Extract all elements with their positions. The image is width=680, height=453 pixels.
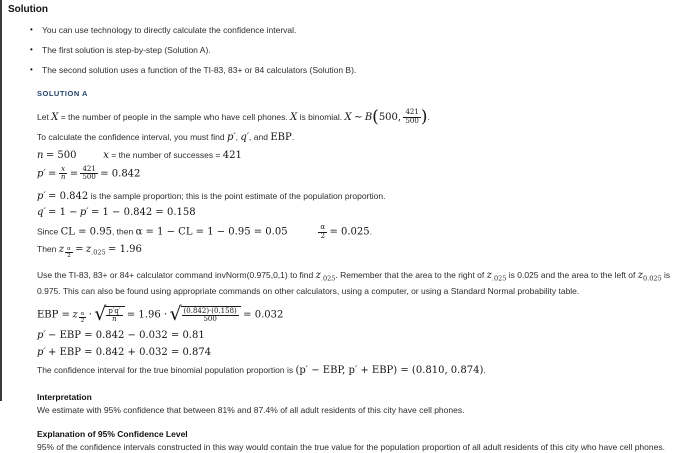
421-over-500-fraction [80, 166, 97, 182]
fraction-numerator: 421 [405, 107, 419, 116]
math-fragment: = 1 − [48, 207, 78, 219]
numeric-fraction [182, 308, 239, 324]
fraction-denominator: 500 [203, 315, 217, 324]
fraction-numerator: p′q′ [108, 306, 121, 315]
bullet-text: The second solution uses a function of the TI-83, 83+ or 84 calculators (Solution B). [42, 65, 357, 76]
alpha-line [37, 224, 672, 240]
radicand [181, 306, 241, 324]
explanation-text: 95% of the confidence intervals constructed in this way would contain the true value for the population proportion of all adult residents of this city who have cell phones. [37, 441, 665, 452]
point-estimate-line [37, 191, 672, 204]
explanation-heading: Explanation of 95% Confidence Level [37, 428, 188, 439]
text-fragment: To calculate the confidence interval, you must find [37, 131, 225, 142]
fraction-denominator: n [112, 315, 117, 324]
variable-p-prime: p′ [37, 190, 46, 202]
p-prime-formula-line [37, 166, 672, 182]
n-and-successes-line [37, 150, 672, 163]
binomial-B-symbol: B [364, 111, 373, 123]
math-fragment: = 500 [45, 150, 77, 162]
fraction-numerator: α [67, 246, 71, 253]
interpretation-text: We estimate with 95% confidence that between 81% and 87.4% of all adult residents of this city have cell phones. [37, 404, 465, 415]
fraction-denominator: 2 [80, 317, 85, 324]
q-prime-formula-line [37, 207, 672, 220]
z-subscript: .025 [91, 249, 106, 257]
math-fragment: (p′ − EBP, p′ + EBP) = (0.810, 0.874) [295, 365, 484, 377]
variable-z: z [72, 308, 78, 320]
math-fragment: − EBP = 0.842 − 0.032 = 0.81 [48, 330, 205, 342]
bullet-text: You can use technology to directly calculate the confidence interval. [42, 25, 297, 35]
math-fragment: EBP = [37, 308, 70, 320]
equals-sign: = [69, 168, 79, 179]
bullet-list [30, 25, 672, 76]
math-fragment: = 1.96 · [126, 308, 168, 320]
alpha-over-2-fraction [318, 224, 327, 240]
text-fragment: . [369, 226, 372, 237]
bullet-marker-icon: • [30, 65, 33, 75]
z-subscript-alpha-over-2 [65, 246, 73, 259]
text-fragment: is the sample proportion; this is the point estimate of the population proportion. [90, 190, 386, 201]
math-fragment: = 1 − 0.842 = 0.158 [90, 207, 196, 219]
text-fragment: , and [249, 131, 268, 142]
z-subscript: .025 [491, 275, 507, 284]
math-fragment: = 0.842 [100, 168, 141, 179]
math-fragment: 421 [222, 150, 242, 162]
distributed-as-symbol: ∼ [354, 111, 363, 123]
text-fragment: is 0.975. This can also be found using appropriate commands on other calculators, using a computer, or using a Standard Normal probability table. [37, 270, 671, 296]
square-root [169, 303, 240, 326]
math-fragment: = 0.032 [243, 308, 284, 320]
math-fragment: = 0.842 [48, 190, 89, 202]
fraction-denominator: 2 [320, 231, 325, 240]
fraction-denominator: n [60, 173, 66, 182]
math-fragment: = 1.96 [108, 244, 142, 256]
bullet-text: The first solution is step-by-step (Solution A). [42, 45, 211, 56]
solution-heading: Solution [8, 4, 48, 15]
pq-over-n-fraction [106, 308, 122, 324]
equals-sign: = [75, 244, 84, 256]
text-fragment: The confidence interval for the true binomial population proportion is [37, 365, 294, 376]
square-root [94, 303, 124, 326]
z-subscript-alpha-over-2 [79, 311, 87, 324]
confidence-interval-line [37, 365, 672, 378]
left-border-rule [0, 0, 2, 401]
equals-sign: = [48, 168, 57, 179]
math-fragment: = 0.025 [329, 226, 370, 238]
variable-q-prime: q′ [37, 207, 46, 219]
variable-p-prime: p′ [37, 168, 46, 179]
ebp-formula-line [37, 303, 672, 326]
text-fragment: Use the TI-83, 83+ or 84+ calculator command invNorm(0.975,0,1) to find [37, 270, 314, 281]
text-fragment: , then [111, 226, 134, 237]
solution-a-section [37, 89, 672, 453]
radical-icon: √ [169, 303, 182, 326]
radical-icon: √ [94, 303, 107, 326]
fraction-numerator: x [59, 166, 68, 175]
EBP-symbol: EBP [270, 131, 292, 143]
fraction-numerator: α [80, 310, 85, 317]
text-fragment: is binomial. [299, 111, 343, 122]
text-fragment: is 0.025 and the area to the left of [508, 270, 636, 281]
bullet-marker-icon: • [30, 45, 33, 55]
text-fragment: = the number of people in the sample who have cell phones. [60, 111, 288, 122]
text-fragment: Since [37, 226, 59, 237]
variable-X: X [344, 111, 352, 123]
fraction-numerator: 421 [82, 164, 96, 173]
invnorm-paragraph [37, 268, 672, 297]
variable-p-prime: p′ [79, 207, 89, 219]
close-paren: ) [420, 106, 428, 127]
fraction-denominator: 500 [405, 116, 419, 125]
fraction-denominator: 500 [82, 173, 96, 182]
math-fragment: 500, [378, 111, 402, 123]
math-fragment: + EBP = 0.842 + 0.032 = 0.874 [48, 346, 212, 358]
variable-z: z [637, 270, 644, 282]
z-subscript: .025 [320, 275, 336, 284]
binomial-p-fraction [403, 109, 420, 125]
variable-p-prime: p′ [37, 346, 46, 358]
open-paren: ( [372, 106, 379, 127]
binomial-definition-line [37, 106, 672, 127]
variable-x: x [103, 150, 109, 162]
variable-X: X [290, 111, 298, 123]
lower-bound-line [37, 330, 672, 343]
z-subscript: 0.025 [643, 275, 662, 284]
bullet-marker-icon: • [30, 25, 33, 34]
variable-z: z [58, 244, 65, 256]
solution-a-label: SOLUTION A [37, 88, 88, 98]
variable-z: z [85, 244, 92, 256]
interpretation-heading: Interpretation [37, 391, 92, 402]
variable-q-prime: q′ [240, 131, 250, 143]
variable-n: n [37, 150, 44, 162]
variable-z: z [315, 270, 321, 282]
upper-bound-line [37, 347, 672, 360]
text-fragment: = the number of successes = [111, 150, 221, 161]
z-value-line [37, 244, 672, 259]
bullet-item [30, 45, 672, 55]
calc-intro-line [37, 132, 672, 145]
x-over-n-fraction [59, 166, 68, 182]
bullet-item [30, 25, 672, 35]
fraction-numerator: (0.842)·(0.158) [183, 306, 237, 315]
text-fragment: Let [37, 111, 49, 122]
bullet-item [30, 65, 672, 75]
text-fragment: . Remember that the area to the right of [335, 270, 485, 281]
variable-p-prime: p′ [37, 330, 46, 342]
text-fragment: . [427, 111, 430, 122]
text-fragment: . [291, 131, 295, 142]
variable-z: z [486, 270, 492, 282]
fraction-numerator: α [320, 222, 326, 231]
variable-X: X [51, 111, 59, 123]
variable-p-prime: p′ [226, 131, 236, 143]
text-fragment: . [483, 365, 486, 376]
text-fragment: , [235, 131, 238, 142]
math-fragment: α = 1 − CL = 1 − 0.95 = 0.05 [135, 226, 288, 238]
fraction-denominator: 2 [67, 253, 71, 260]
radicand [105, 306, 124, 324]
math-fragment: CL = 0.95 [60, 226, 112, 238]
text-fragment: Then [37, 244, 57, 255]
multiplication-dot: · [88, 308, 92, 320]
